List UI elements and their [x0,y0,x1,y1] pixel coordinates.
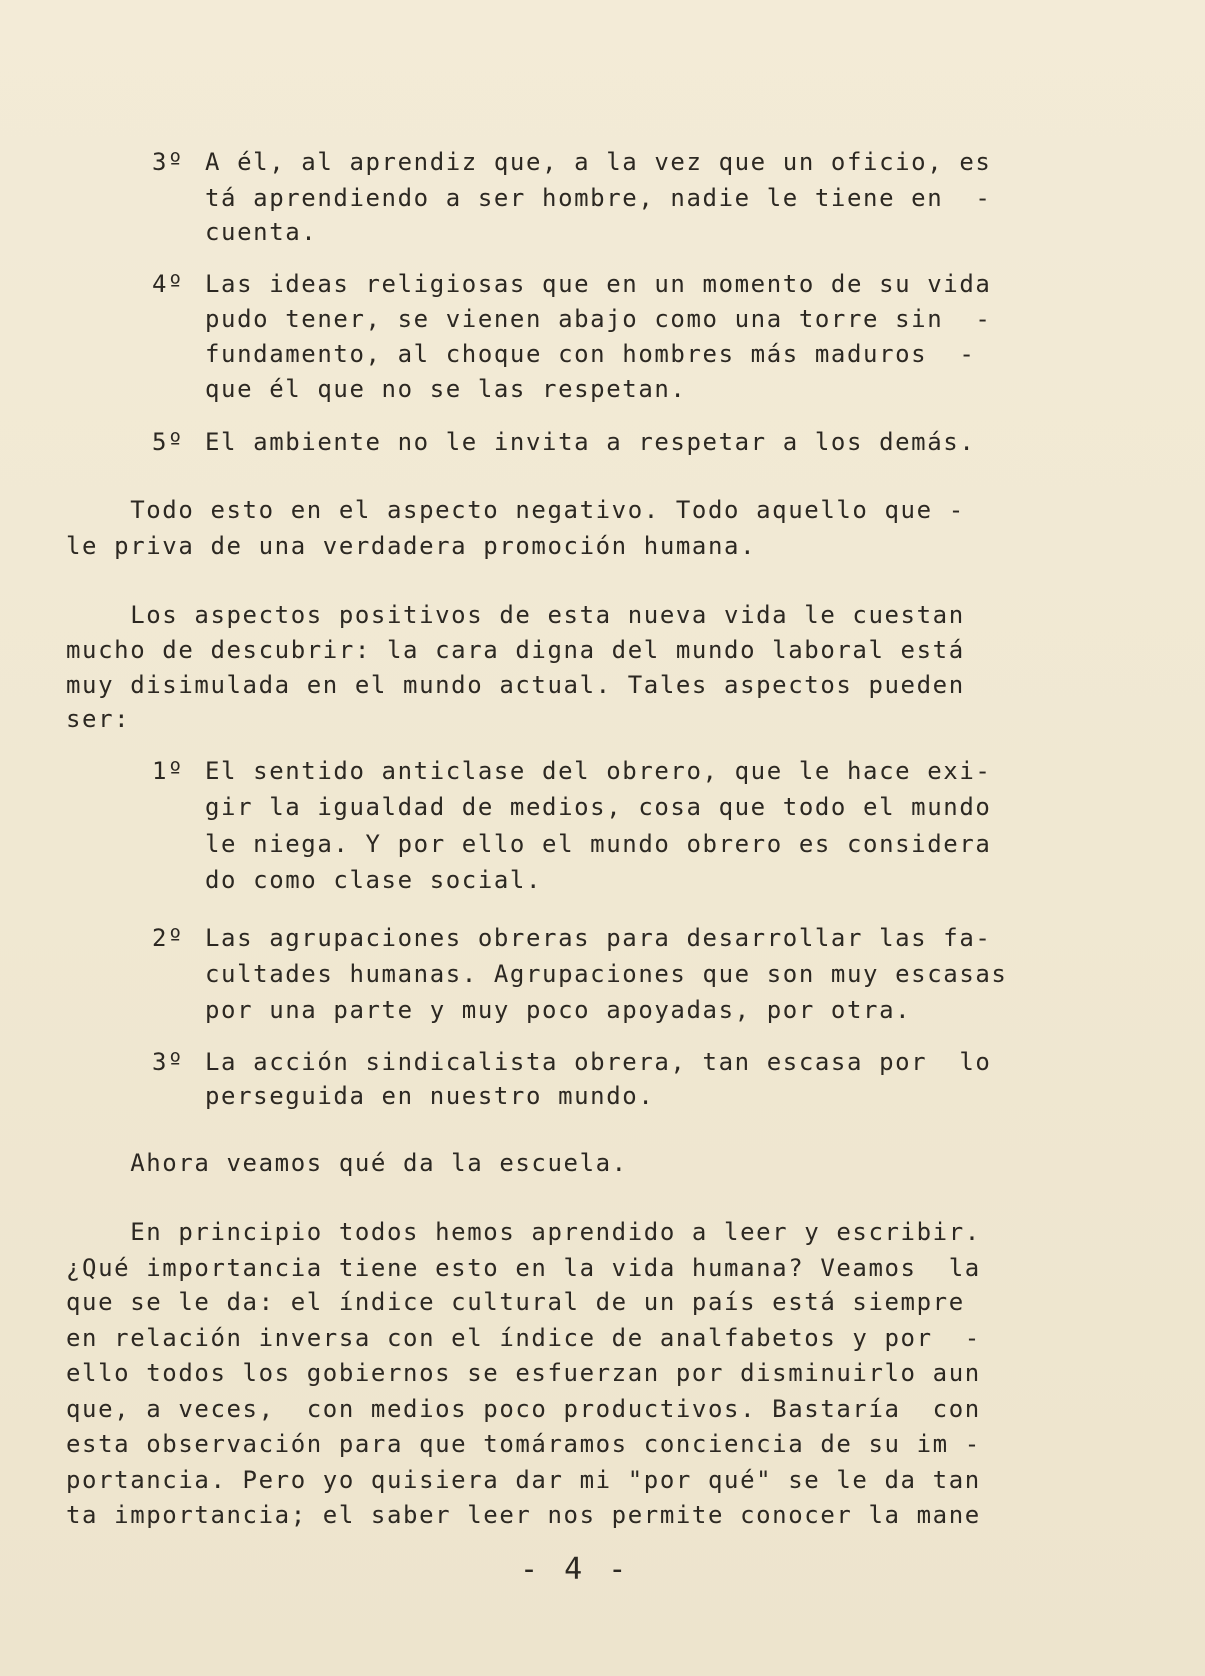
text-line: portancia. Pero yo quisiera dar mi "por qué" se le da tan [66,1466,981,1494]
text-line: muy disimulada en el mundo actual. Tales aspectos pueden [66,671,965,699]
text-line: Las agrupaciones obreras para desarrollar las fa- [205,924,992,952]
text-line: que, a veces, con medios poco productivos. Bastaría con [66,1395,981,1423]
text-line: ello todos los gobiernos se esfuerzan por disminuirlo aun [66,1359,981,1387]
list-item-number: 3º [152,1048,185,1076]
text-line: En principio todos hemos aprendido a leer y escribir. [66,1218,981,1246]
text-line: La acción sindicalista obrera, tan escasa por lo [205,1048,992,1076]
text-line: por una parte y muy poco apoyadas, por otra. [205,996,912,1024]
text-line: gir la igualdad de medios, cosa que todo el mundo [205,793,992,821]
list-item-number: 3º [152,148,185,176]
text-line: esta observación para que tomáramos conciencia de su im - [66,1430,981,1458]
text-line: le niega. Y por ello el mundo obrero es considera [205,830,992,858]
text-line: ta importancia; el saber leer nos permite conocer la mane [66,1501,981,1529]
text-line: cultades humanas. Agrupaciones que son muy escasas [205,960,1008,988]
text-line: tá aprendiendo a ser hombre, nadie le tiene en - [205,184,992,212]
list-item-number: 1º [152,757,185,785]
text-line: Los aspectos positivos de esta nueva vida le cuestan [66,601,965,629]
list-item-number: 2º [152,924,185,952]
text-line: Todo esto en el aspecto negativo. Todo aquello que - [66,496,965,524]
text-line: El ambiente no le invita a respetar a los demás. [205,428,976,456]
text-line: Las ideas religiosas que en un momento de su vida [205,270,992,298]
text-line: pudo tener, se vienen abajo como una torre sin - [205,305,992,333]
text-line: le priva de una verdadera promoción humana. [66,532,757,560]
list-item-number: 5º [152,428,185,456]
text-line: do como clase social. [205,866,543,894]
page-number: - 4 - [520,1552,631,1587]
text-line: cuenta. [205,218,318,246]
text-line: en relación inversa con el índice de analfabetos y por - [66,1324,981,1352]
text-line: perseguida en nuestro mundo. [205,1082,655,1110]
text-line: fundamento, al choque con hombres más maduros - [205,340,976,368]
text-line: ser: [66,705,131,733]
text-line: ¿Qué importancia tiene esto en la vida humana? Veamos la [66,1254,981,1282]
text-line: A él, al aprendiz que, a la vez que un oficio, es [205,148,992,176]
text-line: que él que no se las respetan. [205,375,687,403]
list-item-number: 4º [152,270,185,298]
text-line: El sentido anticlase del obrero, que le hace exi- [205,757,992,785]
text-line: que se le da: el índice cultural de un país está siempre [66,1288,965,1316]
text-line: Ahora veamos qué da la escuela. [66,1149,628,1177]
text-line: mucho de descubrir: la cara digna del mundo laboral está [66,636,965,664]
